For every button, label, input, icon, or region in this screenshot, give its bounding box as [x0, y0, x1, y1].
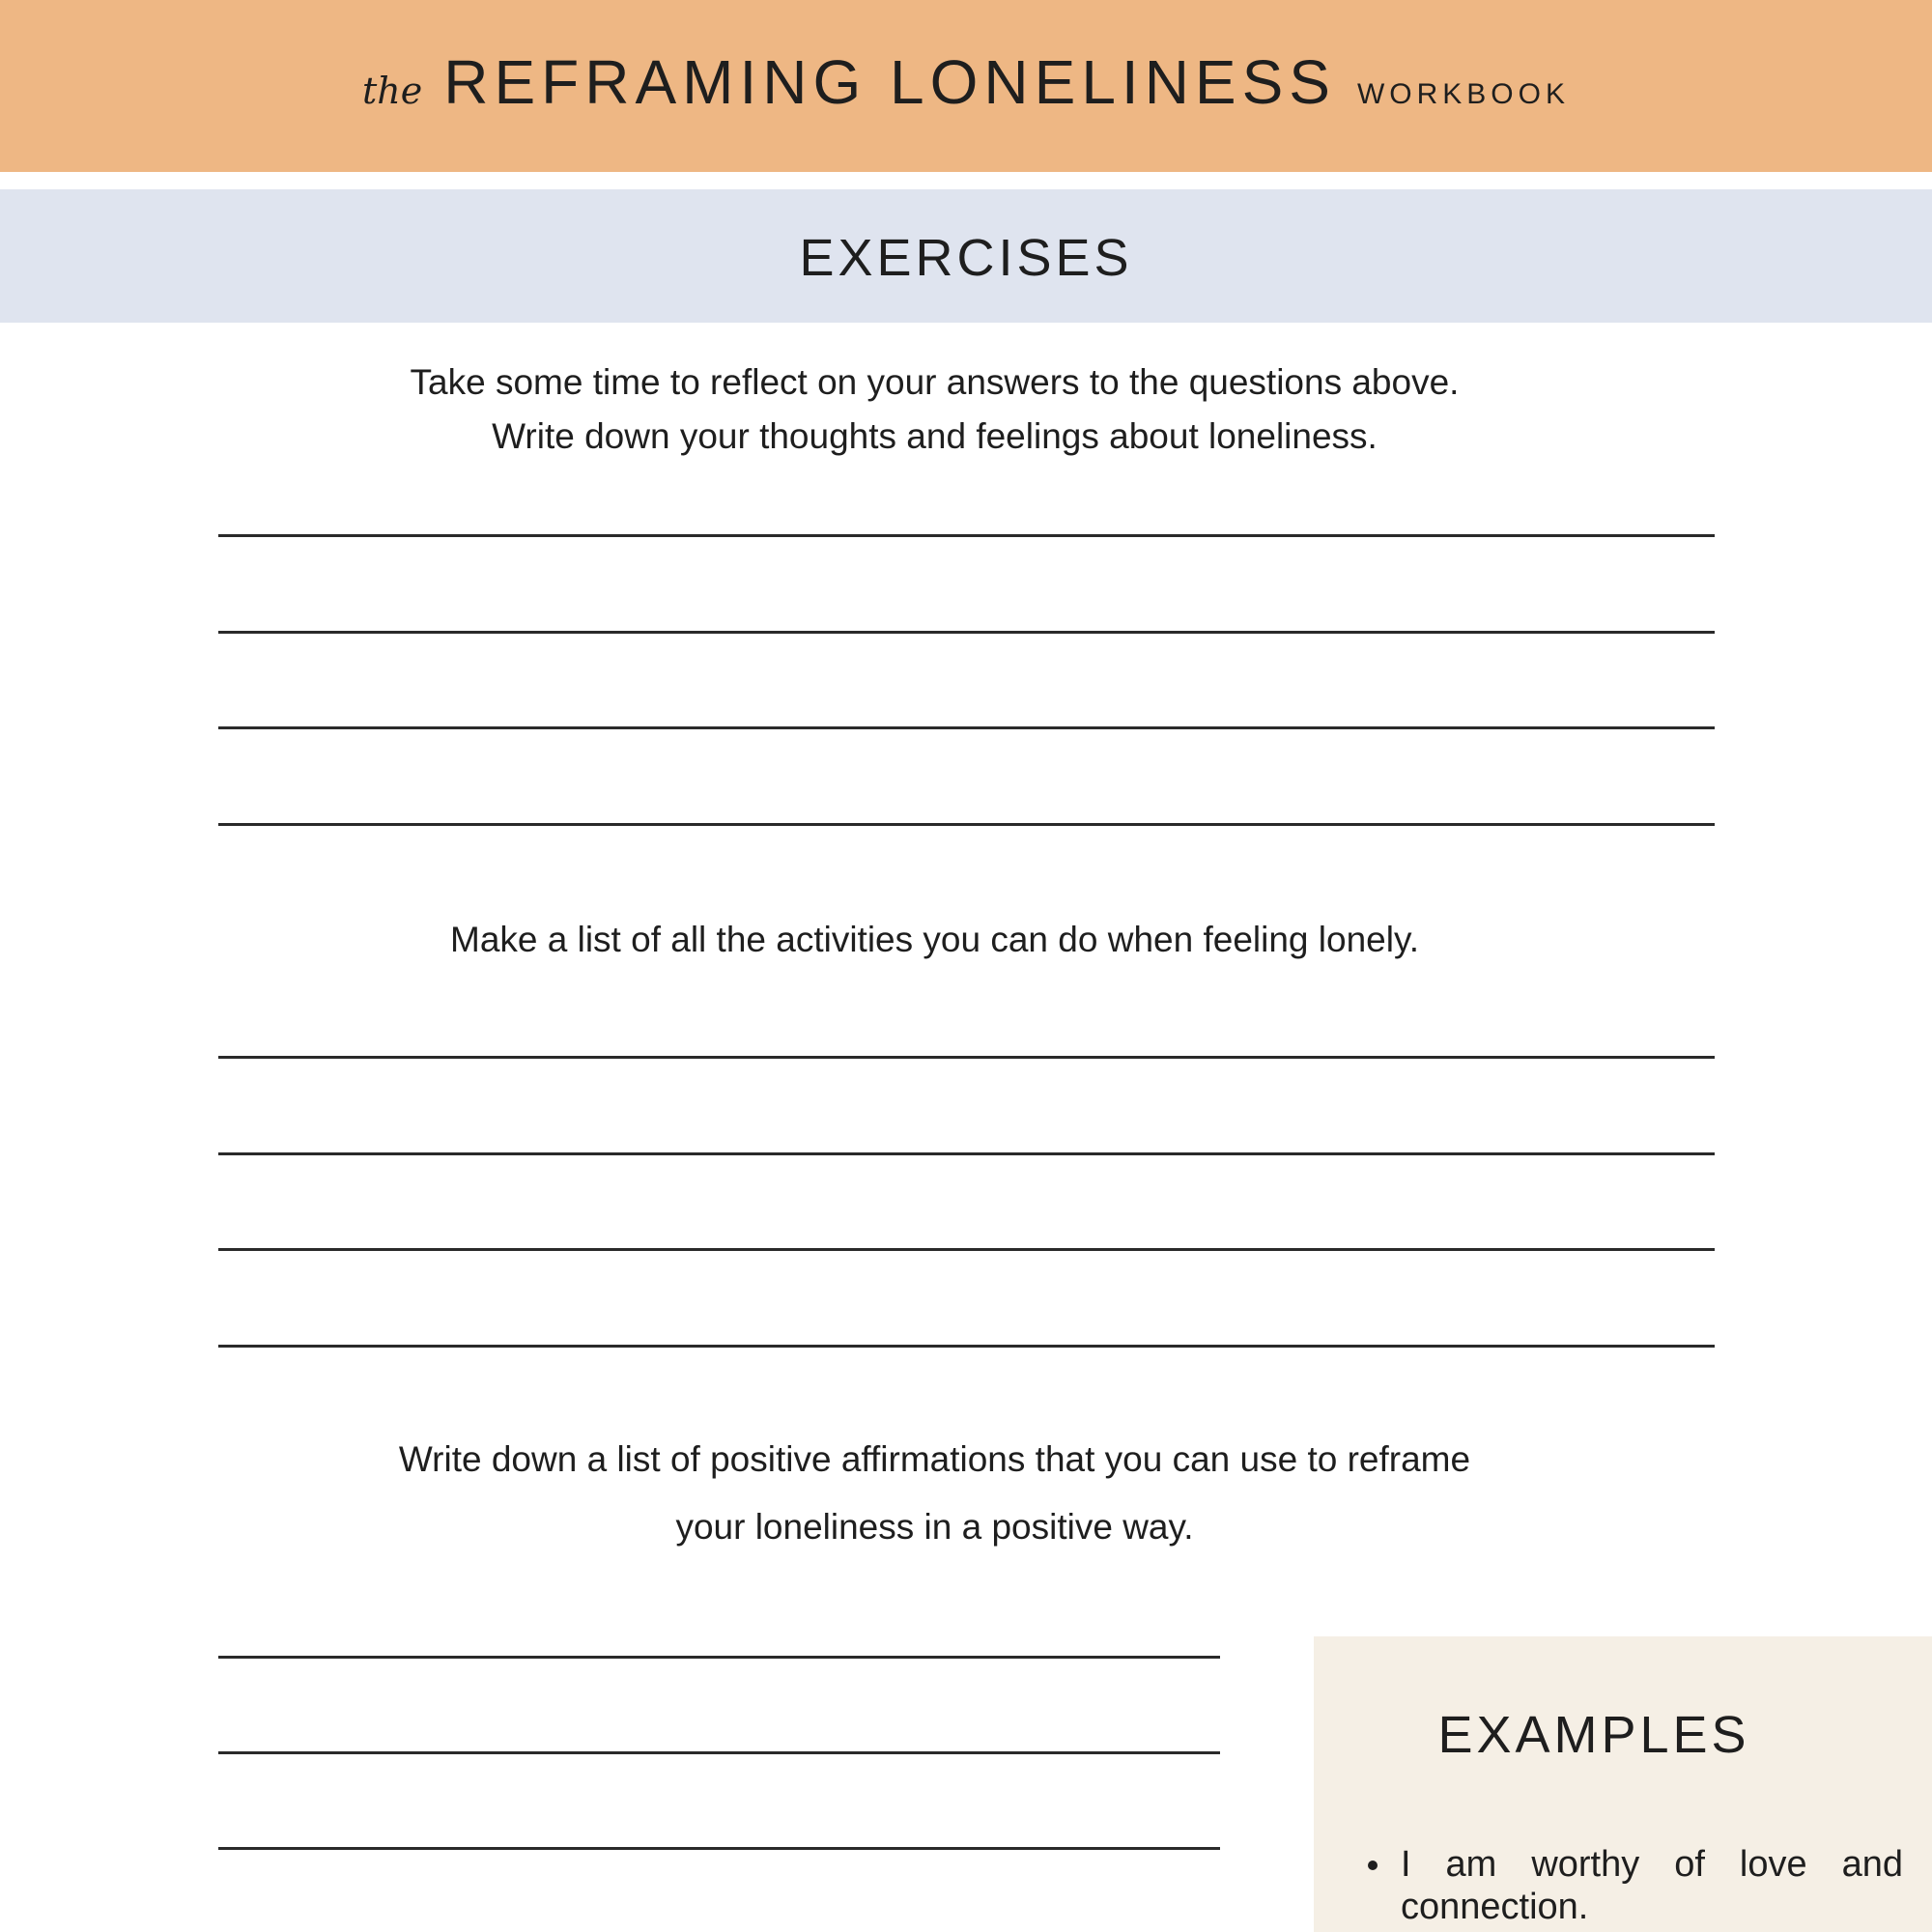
- prompt-line: Take some time to reflect on your answers to the questions above.: [410, 362, 1460, 402]
- exercise-3-writing-line[interactable]: [218, 1847, 1220, 1850]
- exercise-2-writing-line[interactable]: [218, 1152, 1715, 1155]
- prompt-line: Write down a list of positive affirmations that you can use to reframe: [398, 1439, 1471, 1479]
- exercise-3-writing-line[interactable]: [218, 1751, 1220, 1754]
- examples-list: [1352, 1843, 1903, 1928]
- exercise-2-writing-line[interactable]: [218, 1345, 1715, 1348]
- examples-title: EXAMPLES: [1437, 1706, 1750, 1764]
- bullet-icon: [1368, 1861, 1378, 1870]
- exercise-2-writing-line[interactable]: [218, 1056, 1715, 1059]
- exercise-2-writing-line[interactable]: [218, 1248, 1715, 1251]
- exercise-3-writing-line[interactable]: [218, 1656, 1220, 1659]
- exercise-2-prompt: [193, 913, 1676, 967]
- prompt-line: your loneliness in a positive way.: [675, 1507, 1194, 1547]
- workbook-title: [0, 46, 1932, 118]
- section-title: EXERCISES: [799, 229, 1133, 287]
- exercise-3-prompt: [193, 1426, 1676, 1561]
- exercise-1-writing-line[interactable]: [218, 534, 1715, 537]
- title-main: REFRAMING LONELINESS: [443, 47, 1336, 117]
- exercise-1-writing-line[interactable]: [218, 631, 1715, 634]
- exercise-1-writing-line[interactable]: [218, 726, 1715, 729]
- title-prefix: the: [362, 70, 423, 112]
- exercise-1-writing-line[interactable]: [218, 823, 1715, 826]
- example-text: I am worthy of love and connection.: [1401, 1844, 1903, 1927]
- title-suffix: WORKBOOK: [1356, 78, 1570, 110]
- example-item: [1401, 1843, 1903, 1928]
- prompt-line: Write down your thoughts and feelings about loneliness.: [492, 416, 1378, 456]
- prompt-line: Make a list of all the activities you can do when feeling lonely.: [450, 920, 1419, 959]
- exercise-1-prompt: [193, 355, 1676, 464]
